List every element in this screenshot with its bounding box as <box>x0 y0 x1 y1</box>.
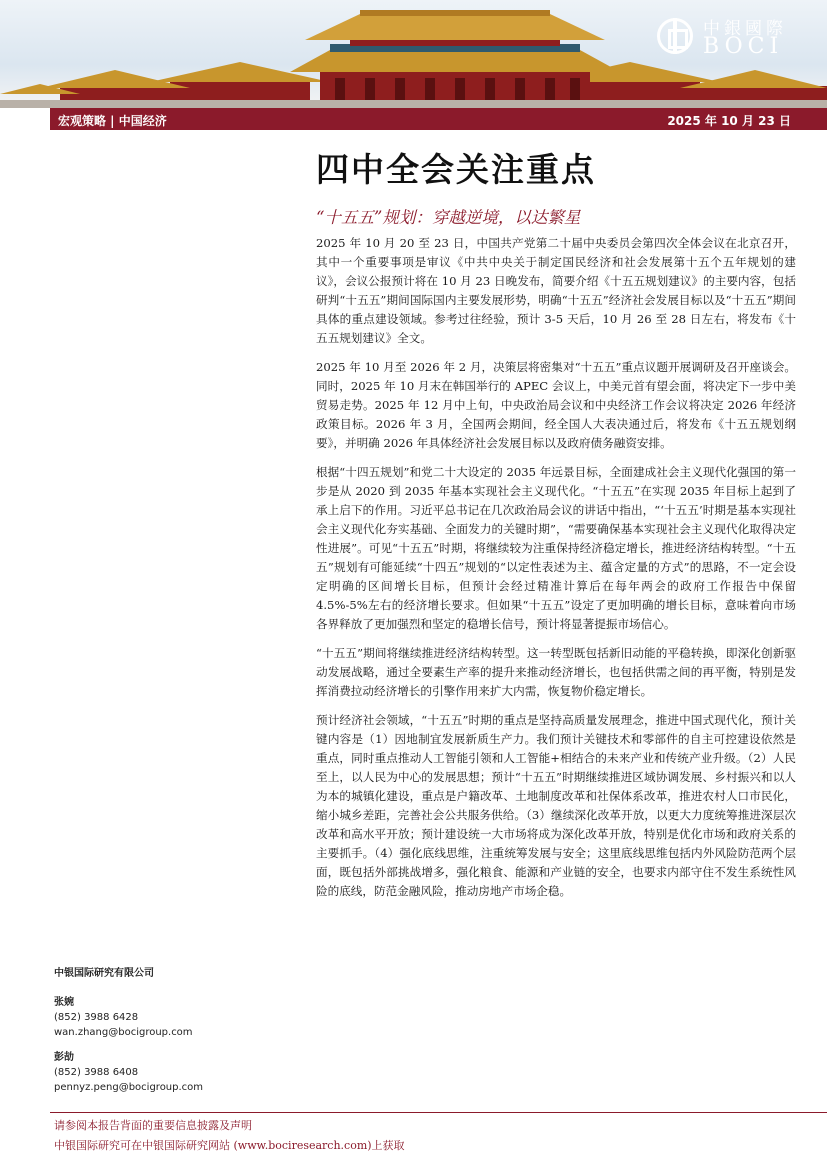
website-note[interactable]: 中银国际研究可在中银国际研究网站 (www.bociresearch.com)上获取 <box>54 1139 405 1152</box>
report-date: 2025 年 10 月 23 日 <box>667 114 791 128</box>
footer <box>54 1116 814 1156</box>
footer-divider <box>50 1112 827 1113</box>
analyst-email[interactable]: pennyz.peng@bocigroup.com <box>54 1082 204 1093</box>
body-paragraph: 根据“十四五规划”和党二十大设定的 2035 年远景目标，全面建成社会主义现代化强国的第一步是从 2020 到 2035 年基本实现社会主义现代化。“十五五”在实现 2035 年目标上起到了承上启下的作用。习近平总书记在几次政治局会议的讲话中指出，“‘十五五’时期是基本实现社会主义现代化夯实基础、全面发力的关键时期”，“需要确保基本实现社会主义现代化取得决定性进展”。可见“十五五”时期，将继续较为注重保持经济稳定增长，推进经济结构转型。“十五五”规划有可能延续“十四五”规划的“以定性表述为主、蕴含定量的方式”的思路，不一定会设定明确的区间增长目标，但预计会经过精准计算后在每年两会的政府工作报告中保留 4.5%-5%左右的经济增长要求。但如果“十五五”设定了更加明确的增长目标，意味着向市场各界释放了更加强烈和坚定的稳增长信号，预计将显著提振市场信心。 <box>316 465 796 631</box>
brand-name-cn: 中銀國際 <box>703 19 787 39</box>
analyst-block <box>54 1050 294 1095</box>
boci-logo <box>657 12 817 60</box>
report-title: 四中全会关注重点 <box>316 150 596 189</box>
boc-coin-icon <box>657 18 693 54</box>
research-org: 中银国际研究有限公司 <box>54 968 154 979</box>
analyst-email[interactable]: wan.zhang@bocigroup.com <box>54 1027 193 1038</box>
report-subtitle: “十五五”规划：穿越逆境，以达繁星 <box>316 208 581 227</box>
report-body <box>316 234 796 911</box>
body-paragraph: “十五五”期间将继续推进经济结构转型。这一转型既包括新旧动能的平稳转换，即深化创新驱动发展战略，通过全要素生产率的提升来推动经济增长，也包括供需之间的再平衡，特别是发挥消费拉动经济增长的引擎作用来扩大内需，恢复物价稳定增长。 <box>316 646 796 698</box>
analyst-name: 彭劼 <box>54 1052 74 1063</box>
analyst-phone: (852) 3988 6408 <box>54 1067 139 1078</box>
report-category: 宏观策略 | 中国经济 <box>58 114 167 128</box>
analyst-name: 张婉 <box>54 997 74 1008</box>
analyst-contacts <box>54 966 294 1105</box>
header-banner <box>0 0 827 108</box>
body-paragraph: 2025 年 10 月 20 至 23 日，中国共产党第二十届中央委员会第四次全体会议在北京召开，其中一个重要事项是审议《中共中央关于制定国民经济和社会发展第十五个五年规划的建议》，会议公报预计将在 10 月 23 日晚发布，简要介绍《十五五规划建议》的主要内容，包括研判“十五五”期间国际国内主要发展形势，明确“十五五”经济社会发展目标以及“十五五”期间具体的重点建设领域。参考过往经验，预计 3-5 天后，10 月 26 至 28 日左右，将发布《十五五规划建议》全文。 <box>316 236 796 345</box>
disclaimer-note: 请参阅本报告背面的重要信息披露及声明 <box>54 1119 252 1132</box>
body-paragraph: 预计经济社会领域，“十五五”时期的重点是坚持高质量发展理念，推进中国式现代化，预计关键内容是（1）因地制宜发展新质生产力。我们预计关键技术和零部件的自主可控建设依然是重点，同时重点推动人工智能引领和人工智能+相结合的未来产业和传统产业升级。（2）人民至上，以人民为中心的发展思想；预计“十五五”时期继续推进区域协调发展、乡村振兴和以人为本的城镇化建设，重点是户籍改革、土地制度改革和社保体系改革，推进农村人口市民化，缩小城乡差距，完善社会公共服务供给。（3）继续深化改革开放，以更大力度统筹推进深层次改革和高水平开放；预计建设统一大市场将成为深化改革开放，特别是优化市场和政府关系的主要抓手。（4）强化底线思维，注重统筹发展与安全；这里底线思维包括内外风险防范两个层面，既包括外部挑战增多，强化粮食、能源和产业链的安全，也要求内部守住不发生系统性风险的底线，防范金融风险，推动房地产市场企稳。 <box>316 713 796 898</box>
analyst-block <box>54 995 294 1040</box>
brand-name-en: BOCI <box>703 34 784 59</box>
analyst-phone: (852) 3988 6428 <box>54 1012 139 1023</box>
body-paragraph: 2025 年 10 月至 2026 年 2 月，决策层将密集对“十五五”重点议题开展调研及召开座谈会。同时，2025 年 10 月末在韩国举行的 APEC 会议上，中美元首有望会面，将决定下一步中美贸易走势。2025 年 12 月中上旬，中央政治局会议和中央经济工作会议将决定 2026 年经济政策目标。2026 年 3 月，全国两会期间，经全国人大表决通过后，将发布《十五五规划纲要》，并明确 2026 年具体经济社会发展目标以及政府债务融资安排。 <box>316 360 796 450</box>
category-bar <box>50 108 827 130</box>
